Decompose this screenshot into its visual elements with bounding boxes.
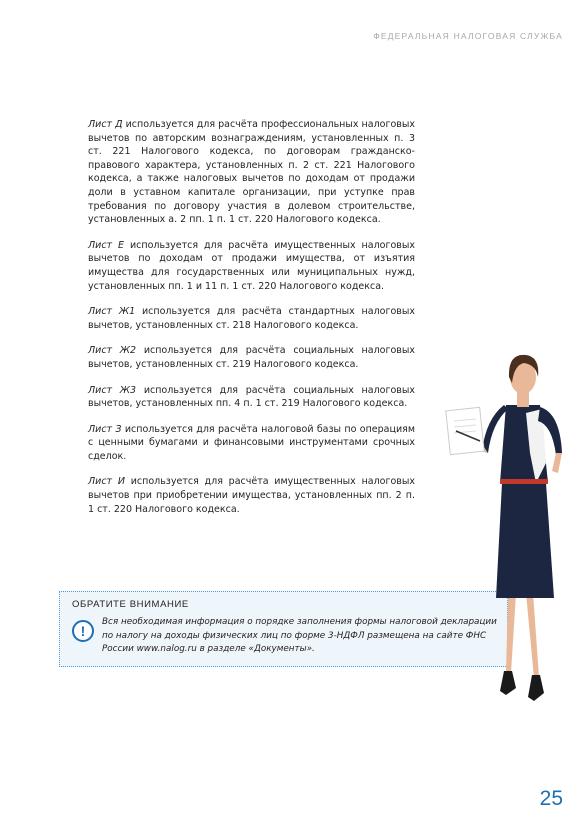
list-description: используется для расчёта имущественных налоговых вычетов по доходам от продажи имущества, от изъятия имущества для государственных или муниципальных нужд, установленных пп. 1 и 11 п. 1 ст. 220 Налогового кодекса. [88, 239, 415, 292]
page-number: 25 [539, 787, 563, 810]
list-label: Лист Е [88, 239, 125, 251]
page-header-agency: ФЕДЕРАЛЬНАЯ НАЛОГОВАЯ СЛУЖБА [373, 31, 563, 41]
list-label: Лист Ж1 [88, 306, 136, 318]
list-description: используется для расчёта социальных налоговых вычетов, установленных пп. 4 п. 1 ст. 219 Налогового кодекса. [88, 384, 416, 410]
paragraph-list-d [88, 118, 415, 227]
paragraph-list-z [88, 423, 415, 464]
list-label: Лист Ж2 [88, 345, 137, 357]
list-description: используется для расчёта имущественных налоговых вычетов при приобретении имущества, установленных пп. 2 п. 1 ст. 220 Налогового кодекса. [88, 476, 416, 515]
list-label: Лист Ж3 [88, 384, 137, 396]
list-label: Лист З [88, 423, 122, 435]
woman-with-document-illustration [436, 343, 572, 715]
paragraph-list-i [88, 475, 415, 516]
list-label: Лист Д [88, 119, 123, 130]
list-description: используется для расчёта социальных налоговых вычетов, установленных ст. 219 Налогового кодекса. [88, 345, 416, 370]
paragraph-list-zh1 [88, 305, 415, 332]
paragraph-list-e [88, 239, 415, 293]
list-label: Лист И [88, 476, 125, 488]
list-description: используется для расчёта налоговой базы по операциям с ценными бумагами и финансовыми инструментами срочных сделок. [88, 423, 415, 462]
list-description: используется для расчёта профессиональных налоговых вычетов по авторским вознаграждениям, установленных п. 3 ст. 221 Налогового кодекса, по договорам гражданско-правового характера, установленных п. 2 ст. 221 Налогового кодекса, а также налоговых вычетов по доходам от продажи доли в уставном капитале организации, при уступке прав требования по договору участия в долевом строительстве, установленных а. 2 пп. 1 п. 1 ст. 220 Налогового кодекса. [88, 119, 415, 226]
paragraph-list-zh3 [88, 384, 415, 411]
notice-text: Вся необходимая информация о порядке заполнения формы налоговой декларации по налогу на доходы физических лиц по форме 3-НДФЛ размещена на сайте ФНС России www.nalog.ru в разделе «Документы». [102, 617, 497, 654]
list-description: используется для расчёта стандартных налоговых вычетов, установленных ст. 218 Налогового кодекса. [88, 306, 415, 331]
exclamation-symbol: ! [80, 623, 86, 639]
exclamation-icon [72, 620, 94, 642]
paragraph-list-zh2 [88, 344, 415, 371]
main-content [88, 118, 415, 528]
notice-title: ОБРАТИТЕ ВНИМАНИЕ [72, 599, 189, 610]
